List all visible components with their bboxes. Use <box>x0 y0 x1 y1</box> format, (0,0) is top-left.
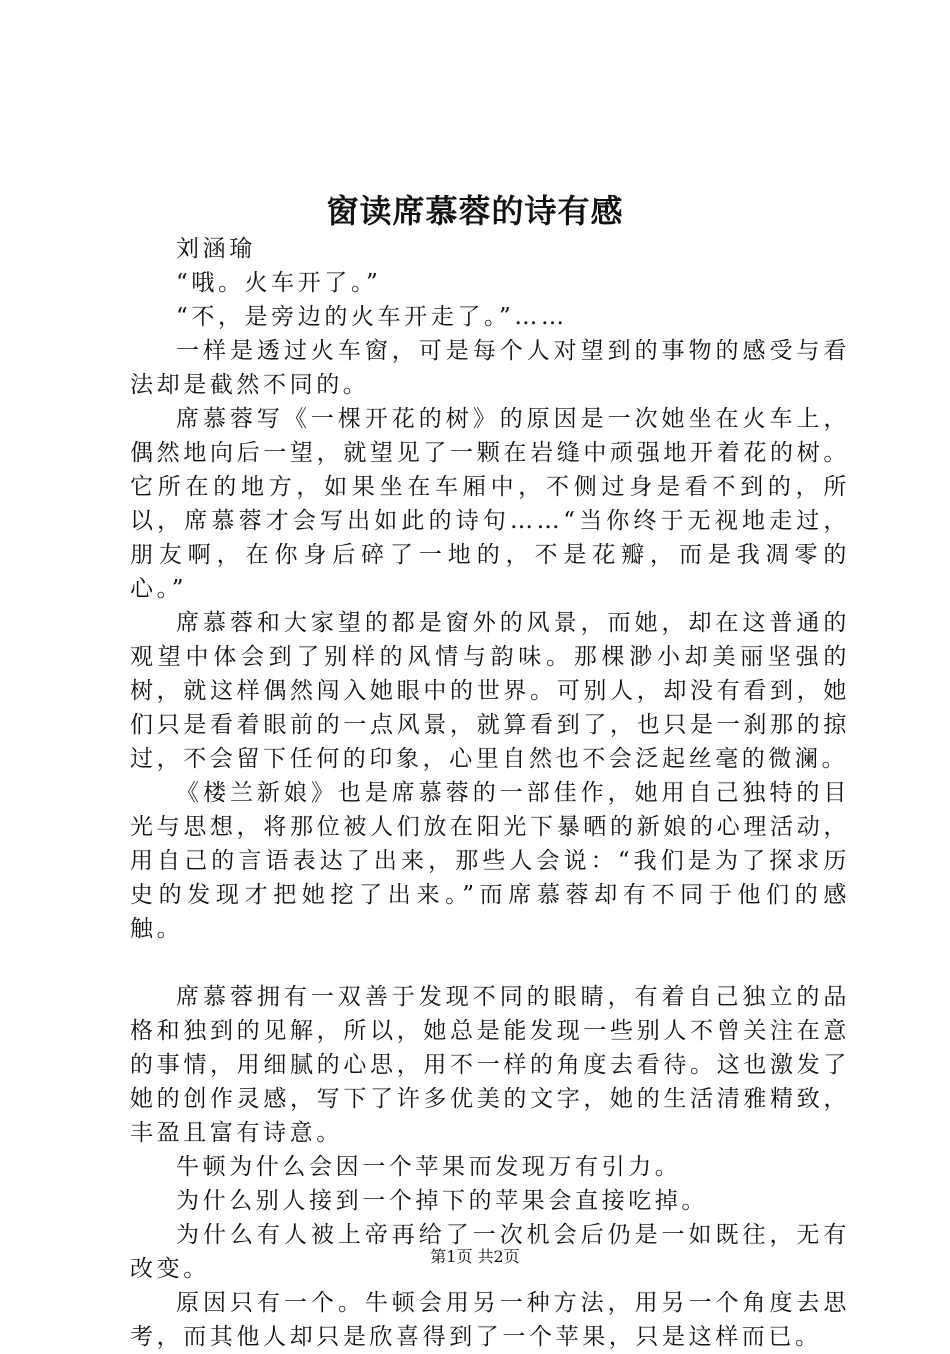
blank-line <box>130 946 850 980</box>
paragraph: 席慕蓉和大家望的都是窗外的风景，而她，却在这普通的观望中体会到了别样的风情与韵味。那棵渺小却美丽坚强的树，就这样偶然闯入她眼中的世界。可别人，却没有看到，她们只是看着眼前的一点风景，就算看到了，也只是一刹那的掠过，不会留下任何的印象，心里自然也不会泛起丝毫的微澜。 <box>130 610 850 772</box>
page-title: 窗读席慕蓉的诗有感 <box>326 192 624 230</box>
author-line: 刘涵瑜 <box>176 236 256 262</box>
paragraph: 席慕蓉写《一棵开花的树》的原因是一次她坐在火车上，偶然地向后一望，就望见了一颗在岩缝中顽强地开着花的树。它所在的地方，如果坐在车厢中，不侧过身是看不到的，所以，席慕蓉才会写出如此的诗句……“当你终于无视地走过，朋友啊，在你身后碎了一地的，不是花瓣，而是我凋零的心。” <box>130 406 850 602</box>
paragraph: 《楼兰新娘》也是席慕蓉的一部佳作，她用自己独特的目光与思想，将那位被人们放在阳光下暴晒的新娘的心理活动，用自己的言语表达了出来，那些人会说：“我们是为了探求历史的发现才把她挖了出来。”而席慕蓉却有不同于他们的感触。 <box>130 780 850 942</box>
paragraph: 原因只有一个。牛顿会用另一种方法，用另一个角度去思考，而其他人却只是欣喜得到了一个苹果，只是这样而已。 <box>130 1290 850 1350</box>
article-body <box>130 232 850 1354</box>
paragraph: 一样是透过火车窗，可是每个人对望到的事物的感受与看法却是截然不同的。 <box>130 338 850 398</box>
paragraph: 为什么别人接到一个掉下的苹果会直接吃掉。 <box>176 1188 708 1214</box>
paragraph: 牛顿为什么会因一个苹果而发现万有引力。 <box>176 1154 682 1180</box>
paragraph: 为什么有人被上帝再给了一次机会后仍是一如既往，无有改变。 <box>130 1222 850 1282</box>
paragraph: “不，是旁边的火车开走了。”…… <box>176 304 568 330</box>
paragraph: “哦。火车开了。” <box>176 270 382 296</box>
page-number-footer: 第1页 共2页 <box>430 1247 520 1266</box>
paragraph: 席慕蓉拥有一双善于发现不同的眼睛，有着自己独立的品格和独到的见解，所以，她总是能发现一些别人不曾关注在意的事情，用细腻的心思，用不一样的角度去看待。这也激发了她的创作灵感，写下了许多优美的文字，她的生活清雅精致，丰盈且富有诗意。 <box>130 984 850 1146</box>
